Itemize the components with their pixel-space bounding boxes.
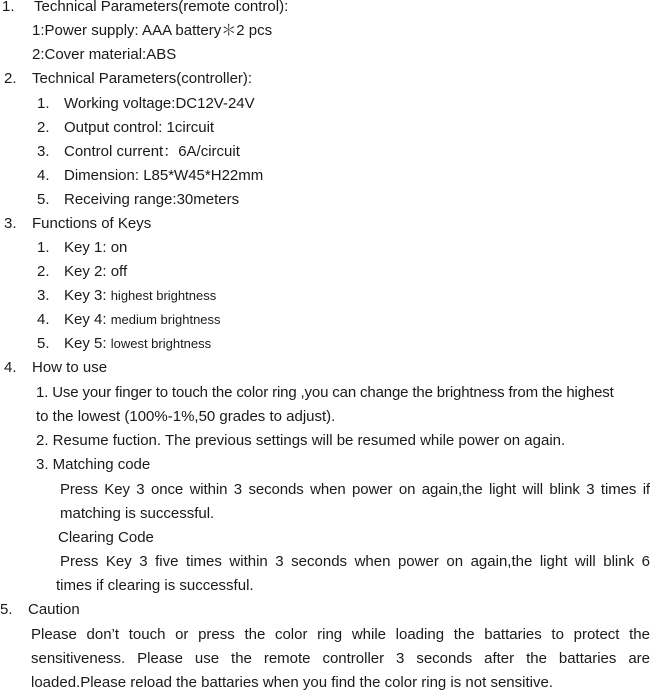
caution-line-1: Please don’t touch or press the color ring while loading the battaries to protect the <box>31 626 650 643</box>
item-number: 5. <box>37 335 50 352</box>
controller-param-5 <box>37 190 239 210</box>
controller-param-3 <box>37 142 240 162</box>
section-title: Caution <box>28 601 80 618</box>
key-item-4 <box>37 310 221 330</box>
caution-line-2: sensitiveness. Please use the remote controller 3 seconds after the battaries are <box>31 650 650 667</box>
key-item-2 <box>37 262 127 282</box>
section-number: 5. <box>0 601 13 618</box>
controller-param-1 <box>37 94 255 114</box>
matching-code-line-2: matching is successful. <box>60 505 215 522</box>
section-4-heading <box>0 358 107 378</box>
key-label: Key 2: <box>64 263 107 280</box>
caution-line-3: loaded.Please reload the battaries when you find the color ring is not sensitive. <box>31 674 553 691</box>
section-number: 4. <box>4 359 17 376</box>
key-label: Key 5: <box>64 335 107 352</box>
key-desc: on <box>110 239 128 256</box>
item-number: 2. <box>37 119 50 136</box>
item-number: 3. <box>37 143 50 160</box>
remote-param-2: 2:Cover material:ABS <box>32 46 177 63</box>
clearing-code-line-1: Press Key 3 five times within 3 seconds when power on again,the light will blink 6 <box>60 553 650 570</box>
item-text: Output control: 1circuit <box>64 119 215 136</box>
key-label: Key 4: <box>64 311 107 328</box>
key-desc: off <box>110 263 128 280</box>
item-text: Receiving range:30meters <box>64 191 240 208</box>
usage-step-2: 2. Resume fuction. The previous settings will be resumed while power on again. <box>36 432 566 449</box>
item-text: Working voltage:DC12V-24V <box>64 95 255 112</box>
usage-step-3: 3. Matching code <box>36 456 151 473</box>
matching-code-line-1: Press Key 3 once within 3 seconds when power on again,the light will blink 3 times if <box>60 481 650 498</box>
section-number: 3. <box>4 215 17 232</box>
controller-param-2 <box>37 118 214 138</box>
item-number: 3. <box>37 287 50 304</box>
key-label: Key 3: <box>64 287 107 304</box>
key-label: Key 1: <box>64 239 107 256</box>
remote-param-1: 1:Power supply: AAA battery＊2 pcs <box>32 22 273 39</box>
section-title: How to use <box>32 359 108 376</box>
item-text: Control current：6A/circuit <box>64 143 240 160</box>
section-1-heading <box>0 0 288 17</box>
item-number: 4. <box>37 167 50 184</box>
section-3-heading <box>0 214 151 234</box>
section-title: Technical Parameters(controller): <box>32 70 253 87</box>
item-number: 1. <box>37 239 50 256</box>
key-desc: highest brightness <box>110 288 217 303</box>
usage-step-1-line-1: 1. Use your finger to touch the color ring ,you can change the brightness from the highest <box>36 384 614 401</box>
key-item-1 <box>37 238 127 258</box>
controller-param-4 <box>37 166 263 186</box>
clearing-code-title: Clearing Code <box>58 529 154 546</box>
key-desc: medium brightness <box>110 312 221 327</box>
section-title: Functions of Keys <box>32 215 152 232</box>
key-item-5 <box>37 334 211 354</box>
section-5-heading <box>0 600 80 620</box>
key-desc: lowest brightness <box>110 336 212 351</box>
item-text: Dimension: L85*W45*H22mm <box>64 167 264 184</box>
item-number: 5. <box>37 191 50 208</box>
clearing-code-line-2: times if clearing is successful. <box>56 577 254 594</box>
key-item-3 <box>37 286 216 306</box>
item-number: 4. <box>37 311 50 328</box>
section-number: 2. <box>4 70 17 87</box>
section-title: Technical Parameters(remote control): <box>34 0 289 15</box>
item-number: 1. <box>37 95 50 112</box>
usage-step-1-line-2: to the lowest (100%-1%,50 grades to adjust). <box>36 408 336 425</box>
section-2-heading <box>0 69 252 89</box>
item-number: 2. <box>37 263 50 280</box>
section-number: 1. <box>2 0 15 15</box>
